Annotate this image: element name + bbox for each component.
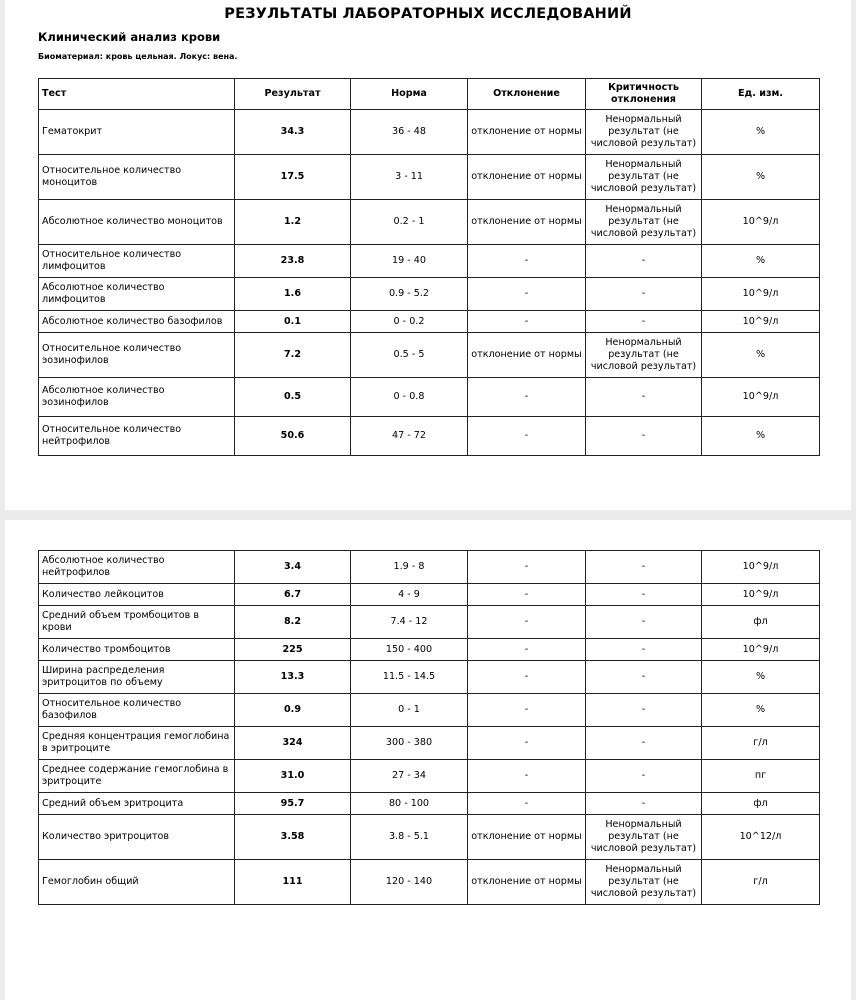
result-cell: 50.6: [235, 417, 351, 456]
result-cell: 23.8: [235, 245, 351, 278]
col-header-norm: Норма: [351, 79, 468, 110]
criticality-cell: Ненормальный результат (не числовой результат): [586, 333, 702, 378]
deviation-cell: -: [468, 378, 586, 417]
test-cell: Абсолютное количество эозинофилов: [39, 378, 235, 417]
criticality-cell: Ненормальный результат (не числовой результат): [586, 860, 702, 905]
analysis-name: Клинический анализ крови: [38, 30, 221, 44]
col-header-deviation: Отклонение: [468, 79, 586, 110]
deviation-cell: отклонение от нормы: [468, 815, 586, 860]
test-cell: Среднее содержание гемоглобина в эритроците: [39, 760, 235, 793]
norm-cell: 27 - 34: [351, 760, 468, 793]
criticality-cell: Ненормальный результат (не числовой результат): [586, 155, 702, 200]
unit-cell: г/л: [702, 860, 820, 905]
norm-cell: 19 - 40: [351, 245, 468, 278]
norm-cell: 0 - 0.2: [351, 311, 468, 333]
test-cell: Относительное количество лимфоцитов: [39, 245, 235, 278]
table-row: [39, 639, 820, 661]
result-cell: 3.4: [235, 551, 351, 584]
deviation-cell: -: [468, 661, 586, 694]
criticality-cell: -: [586, 278, 702, 311]
norm-cell: 47 - 72: [351, 417, 468, 456]
test-cell: Относительное количество моноцитов: [39, 155, 235, 200]
norm-cell: 36 - 48: [351, 110, 468, 155]
criticality-cell: Ненормальный результат (не числовой результат): [586, 200, 702, 245]
col-header-criticality: Критичность отклонения: [586, 79, 702, 110]
test-cell: Относительное количество нейтрофилов: [39, 417, 235, 456]
norm-cell: 80 - 100: [351, 793, 468, 815]
unit-cell: %: [702, 694, 820, 727]
deviation-cell: -: [468, 245, 586, 278]
norm-cell: 11.5 - 14.5: [351, 661, 468, 694]
result-cell: 8.2: [235, 606, 351, 639]
unit-cell: пг: [702, 760, 820, 793]
criticality-cell: -: [586, 311, 702, 333]
results-table-page-2: [38, 550, 820, 905]
test-cell: Относительное количество базофилов: [39, 694, 235, 727]
criticality-cell: -: [586, 417, 702, 456]
table-row: [39, 815, 820, 860]
report-page-1: [5, 0, 851, 510]
norm-cell: 0.5 - 5: [351, 333, 468, 378]
norm-cell: 0.9 - 5.2: [351, 278, 468, 311]
criticality-cell: -: [586, 606, 702, 639]
criticality-cell: -: [586, 639, 702, 661]
norm-cell: 120 - 140: [351, 860, 468, 905]
deviation-cell: -: [468, 551, 586, 584]
criticality-cell: -: [586, 378, 702, 417]
result-cell: 3.58: [235, 815, 351, 860]
test-cell: Ширина распределения эритроцитов по объему: [39, 661, 235, 694]
table-row: [39, 378, 820, 417]
norm-cell: 0 - 0.8: [351, 378, 468, 417]
deviation-cell: -: [468, 584, 586, 606]
unit-cell: %: [702, 245, 820, 278]
norm-cell: 0 - 1: [351, 694, 468, 727]
table-row: [39, 245, 820, 278]
criticality-cell: Ненормальный результат (не числовой результат): [586, 110, 702, 155]
table-row: [39, 417, 820, 456]
unit-cell: 10^9/л: [702, 200, 820, 245]
criticality-cell: Ненормальный результат (не числовой результат): [586, 815, 702, 860]
test-cell: Средний объем тромбоцитов в крови: [39, 606, 235, 639]
unit-cell: %: [702, 155, 820, 200]
deviation-cell: отклонение от нормы: [468, 110, 586, 155]
biomaterial-info: Биоматериал: кровь цельная. Локус: вена.: [38, 52, 238, 61]
test-cell: Абсолютное количество базофилов: [39, 311, 235, 333]
criticality-cell: -: [586, 793, 702, 815]
table-row: [39, 278, 820, 311]
test-cell: Относительное количество эозинофилов: [39, 333, 235, 378]
unit-cell: %: [702, 661, 820, 694]
results-table-page-1: [38, 78, 820, 456]
table-row: [39, 200, 820, 245]
unit-cell: г/л: [702, 727, 820, 760]
report-title: РЕЗУЛЬТАТЫ ЛАБОРАТОРНЫХ ИССЛЕДОВАНИЙ: [224, 6, 632, 22]
criticality-cell: -: [586, 551, 702, 584]
deviation-cell: -: [468, 278, 586, 311]
result-cell: 0.9: [235, 694, 351, 727]
table-row: [39, 551, 820, 584]
unit-cell: %: [702, 333, 820, 378]
table-row: [39, 584, 820, 606]
result-cell: 7.2: [235, 333, 351, 378]
result-cell: 34.3: [235, 110, 351, 155]
test-cell: Абсолютное количество лимфоцитов: [39, 278, 235, 311]
deviation-cell: -: [468, 417, 586, 456]
criticality-cell: -: [586, 694, 702, 727]
unit-cell: фл: [702, 606, 820, 639]
unit-cell: 10^9/л: [702, 584, 820, 606]
unit-cell: 10^12/л: [702, 815, 820, 860]
table-row: [39, 694, 820, 727]
deviation-cell: -: [468, 606, 586, 639]
table-row: [39, 110, 820, 155]
table-row: [39, 311, 820, 333]
result-cell: 1.2: [235, 200, 351, 245]
table-row: [39, 760, 820, 793]
result-cell: 31.0: [235, 760, 351, 793]
result-cell: 111: [235, 860, 351, 905]
unit-cell: %: [702, 110, 820, 155]
criticality-cell: -: [586, 727, 702, 760]
deviation-cell: -: [468, 694, 586, 727]
result-cell: 17.5: [235, 155, 351, 200]
test-cell: Количество тромбоцитов: [39, 639, 235, 661]
test-cell: Количество эритроцитов: [39, 815, 235, 860]
norm-cell: 300 - 380: [351, 727, 468, 760]
norm-cell: 3 - 11: [351, 155, 468, 200]
unit-cell: %: [702, 417, 820, 456]
deviation-cell: отклонение от нормы: [468, 333, 586, 378]
table-row: [39, 793, 820, 815]
result-cell: 0.1: [235, 311, 351, 333]
criticality-cell: -: [586, 584, 702, 606]
result-cell: 324: [235, 727, 351, 760]
table-row: [39, 155, 820, 200]
result-cell: 13.3: [235, 661, 351, 694]
deviation-cell: отклонение от нормы: [468, 860, 586, 905]
deviation-cell: отклонение от нормы: [468, 155, 586, 200]
test-cell: Гемоглобин общий: [39, 860, 235, 905]
result-cell: 1.6: [235, 278, 351, 311]
deviation-cell: отклонение от нормы: [468, 200, 586, 245]
test-cell: Гематокрит: [39, 110, 235, 155]
norm-cell: 1.9 - 8: [351, 551, 468, 584]
deviation-cell: -: [468, 760, 586, 793]
table-header-row: [39, 79, 820, 110]
unit-cell: 10^9/л: [702, 551, 820, 584]
deviation-cell: -: [468, 639, 586, 661]
table-row: [39, 860, 820, 905]
unit-cell: 10^9/л: [702, 639, 820, 661]
test-cell: Средний объем эритроцита: [39, 793, 235, 815]
unit-cell: фл: [702, 793, 820, 815]
criticality-cell: -: [586, 760, 702, 793]
norm-cell: 3.8 - 5.1: [351, 815, 468, 860]
result-cell: 0.5: [235, 378, 351, 417]
report-page-2: [5, 520, 851, 1000]
table-row: [39, 333, 820, 378]
table-row: [39, 661, 820, 694]
deviation-cell: -: [468, 727, 586, 760]
norm-cell: 0.2 - 1: [351, 200, 468, 245]
test-cell: Количество лейкоцитов: [39, 584, 235, 606]
table-row: [39, 727, 820, 760]
unit-cell: 10^9/л: [702, 311, 820, 333]
criticality-cell: -: [586, 661, 702, 694]
unit-cell: 10^9/л: [702, 378, 820, 417]
col-header-test: Тест: [39, 79, 235, 110]
deviation-cell: -: [468, 793, 586, 815]
norm-cell: 7.4 - 12: [351, 606, 468, 639]
criticality-cell: -: [586, 245, 702, 278]
unit-cell: 10^9/л: [702, 278, 820, 311]
norm-cell: 4 - 9: [351, 584, 468, 606]
test-cell: Абсолютное количество нейтрофилов: [39, 551, 235, 584]
col-header-unit: Ед. изм.: [702, 79, 820, 110]
result-cell: 225: [235, 639, 351, 661]
test-cell: Средняя концентрация гемоглобина в эритроците: [39, 727, 235, 760]
table-row: [39, 606, 820, 639]
norm-cell: 150 - 400: [351, 639, 468, 661]
col-header-result: Результат: [235, 79, 351, 110]
result-cell: 6.7: [235, 584, 351, 606]
deviation-cell: -: [468, 311, 586, 333]
test-cell: Абсолютное количество моноцитов: [39, 200, 235, 245]
result-cell: 95.7: [235, 793, 351, 815]
